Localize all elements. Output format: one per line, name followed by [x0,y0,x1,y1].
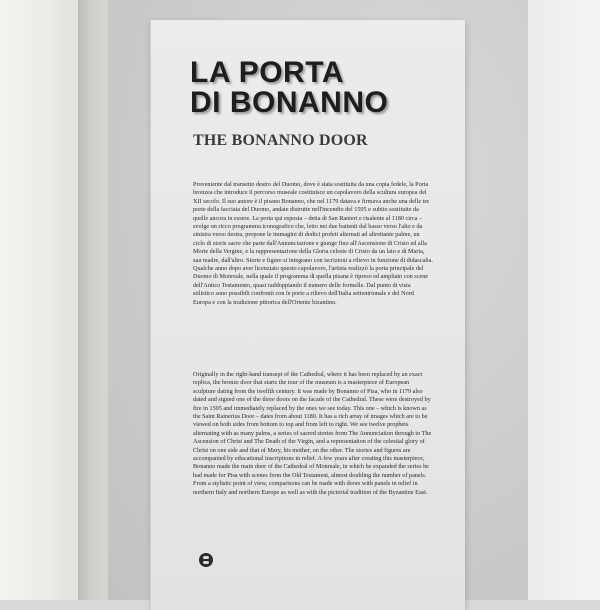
italian-text: Proveniente dal transetto destro del Duomo, dove è stata sostituita da una copia fedele, la Porta bronzea che introduce il percorso museale costituisce un capolavoro della scultura europea del XII secolo. Il suo autore è il pisano Bonanno, che nel 1179 datava e firmava anche una delle tre porte della facciata del Duomo, andate distrutte nell'incendio del 1595 e subito sostituite da quelle ancora in essere. La porta qui esposta – detta di San Ranieri e risalente al 1180 circa – svolge un ricco programma iconografico che, letto nei due battenti dal basso verso l'alto e da sinistra verso destra, propone le immagini di dodici profeti alternati ad altrettante palme, un ciclo di storie sacre che parte dall'Annunciazione e giunge fino all'Ascensione di Cristo ed alla Morte della Vergine, e la rappresentazione della Gloria celeste di Cristo da un lato e di Maria, sua madre, dall'altro. Storie e figure si integrano con iscrizioni a rilievo in funzione di didascalia. Qualche anno dopo aver licenziato questo capolavoro, l'artista realizzò la porta principale del Duomo di Monreale, nella quale il programma di quella pisana è ripreso ed ampliato con scene dell'Antico Testamento, quasi raddoppiando il numero delle formelle. Dal punto di vista stilistico sono possibili confronti con le porte a rilievo dell'Italia settentrionale e del Nord Europa e con la tradizione pittorica dell'Oriente bizantino. [193,181,433,306]
museum-logo-icon [199,553,213,567]
title-english: THE BONANNO DOOR [193,132,368,149]
title-italian-line2: DI BONANNO [190,86,389,119]
title-italian [190,58,450,118]
wall-left [0,0,78,600]
wall-far-right [528,0,600,600]
title-italian-line1: LA PORTA [190,56,344,89]
wall-corner [78,0,108,600]
english-text: Originally in the right-hand transept of the Cathedral, where it has been replaced by an exact replica, the bronze door that starts the tour of the museum is a masterpiece of European sculpture dating from the twelfth century. It was made by Bonanno of Pisa, who in 1179 also dated and signed one of the three doors on the facade of the Cathedral. These were destroyed by fire in 1595 and immediately replaced by the ones we see today. This one – which is known as the Saint Rainerius Door – dates from about 1180. It has a rich array of images which are to be viewed on both sides from bottom to top and from left to right. We see twelve prophets alternating with as many palms, a series of sacred stories from The Annunciation through to The Ascension of Christ and The Death of the Virgin, and a representation of the celestial glory of Christ on one side and that of Mary, his mother, on the other. The stories and figures are accompanied by educational inscriptions in relief. A few years after creating this masterpiece, Bonanno made the main door of the Cathedral of Monreale, in which he expanded the series he had made for Pisa with scenes from the Old Testament, almost doubling the number of panels. From a stylistic point of view, comparisons can be made with doors with panels in relief in northern Italy and northern Europe as well as with the pictorial tradition of the Byzantine East. [193,371,432,496]
